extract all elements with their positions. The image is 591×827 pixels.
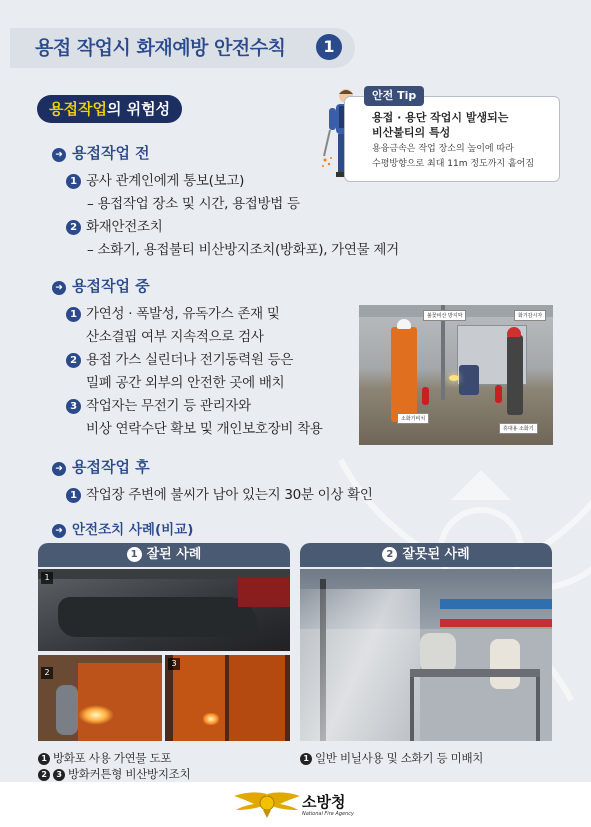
arrow-right-icon: ➜ <box>52 148 66 162</box>
during-item-3-line2: 비상 연락수단 확보 및 개인보호장비 착용 <box>86 421 323 437</box>
photo-label-extinguisher: 소화기비치 <box>397 413 429 424</box>
title-number-badge: 1 <box>316 34 342 60</box>
during-item-2-line2: 밀폐 공간 외부의 안전한 곳에 배치 <box>86 375 285 391</box>
agency-name: 소방청 <box>302 793 346 811</box>
photo-label-fire-watch: 화기감시자 <box>514 310 546 321</box>
bad-case-caption-1: 1 일반 비닐사용 및 소화기 등 미배치 <box>300 750 483 766</box>
good-case-photo-fire-blanket: 1 <box>38 569 290 651</box>
hazard-heading-highlight: 용접작업 <box>49 100 107 118</box>
section-after-heading: ➜ 용접작업 후 <box>52 456 150 477</box>
agency-name-en: National Fire Agency <box>302 811 354 817</box>
before-item-1-sub: – 용접작업 장소 및 시간, 용접방법 등 <box>87 196 300 212</box>
hazard-heading-rest: 의 위험성 <box>106 100 171 118</box>
fire-extinguisher <box>495 385 502 403</box>
good-case-header: 1 잘된 사례 <box>38 543 290 567</box>
good-case-caption-2: 2 3 방화커튼형 비산방지조치 <box>38 766 190 782</box>
safety-tip-title: 용접 · 용단 작업시 발생되는 비산불티의 특성 <box>372 111 509 139</box>
before-item-2-sub: – 소화기, 용접불티 비산방지조치(방화포), 가연물 제거 <box>87 242 399 258</box>
before-item-1: 1 공사 관계인에게 통보(보고) <box>66 169 244 189</box>
photo-label-spark-screen: 불꽃비산 방지막 <box>423 310 466 321</box>
bad-case-photo <box>300 569 552 741</box>
before-item-2: 2 화재안전조치 <box>66 215 162 235</box>
during-item-3: 3 작업자는 무전기 등 관리자와 <box>66 394 251 414</box>
arrow-right-icon: ➜ <box>52 462 66 476</box>
hazard-heading <box>37 95 182 123</box>
section-before-heading: ➜ 용접작업 전 <box>52 142 150 163</box>
good-case-photo-orange-curtain: 3 <box>165 655 290 741</box>
arrow-right-icon: ➜ <box>52 281 66 295</box>
during-item-1-line2: 산소결핍 여부 지속적으로 검사 <box>86 329 264 345</box>
safety-tip-body: 용융금속은 작업 장소의 높이에 따라 수평방향으로 최대 11m 정도까지 흩어짐 <box>372 144 535 169</box>
good-case-caption-1: 1 방화포 사용 가연물 도포 <box>38 750 171 766</box>
good-case-photo-spark-curtain: 2 <box>38 655 162 741</box>
comparison-heading: ➜ 안전조치 사례(비교) <box>52 518 193 538</box>
during-item-1: 1 가연성 · 폭발성, 유독가스 존재 및 <box>66 302 280 322</box>
fire-agency-eagle-logo <box>232 788 302 820</box>
arrow-right-icon: ➜ <box>52 524 66 538</box>
worker-figure <box>507 335 523 415</box>
page-title: 용접 작업시 화재예방 안전수칙 <box>35 37 286 59</box>
fire-extinguisher <box>422 387 429 405</box>
safety-tip-tag: 안전 Tip <box>364 86 424 106</box>
worker-figure <box>391 327 417 422</box>
after-item-1: 1 작업장 주변에 불씨가 남아 있는지 30분 이상 확인 <box>66 483 373 503</box>
welding-site-photo <box>359 305 553 445</box>
during-item-2: 2 용접 가스 실린더나 전기동력원 등은 <box>66 348 293 368</box>
section-during-heading: ➜ 용접작업 중 <box>52 275 150 296</box>
photo-label-portable-extinguisher: 휴대용 소화기 <box>499 423 538 434</box>
bad-case-header: 2 잘못된 사례 <box>300 543 552 567</box>
welder-figure <box>459 365 479 395</box>
